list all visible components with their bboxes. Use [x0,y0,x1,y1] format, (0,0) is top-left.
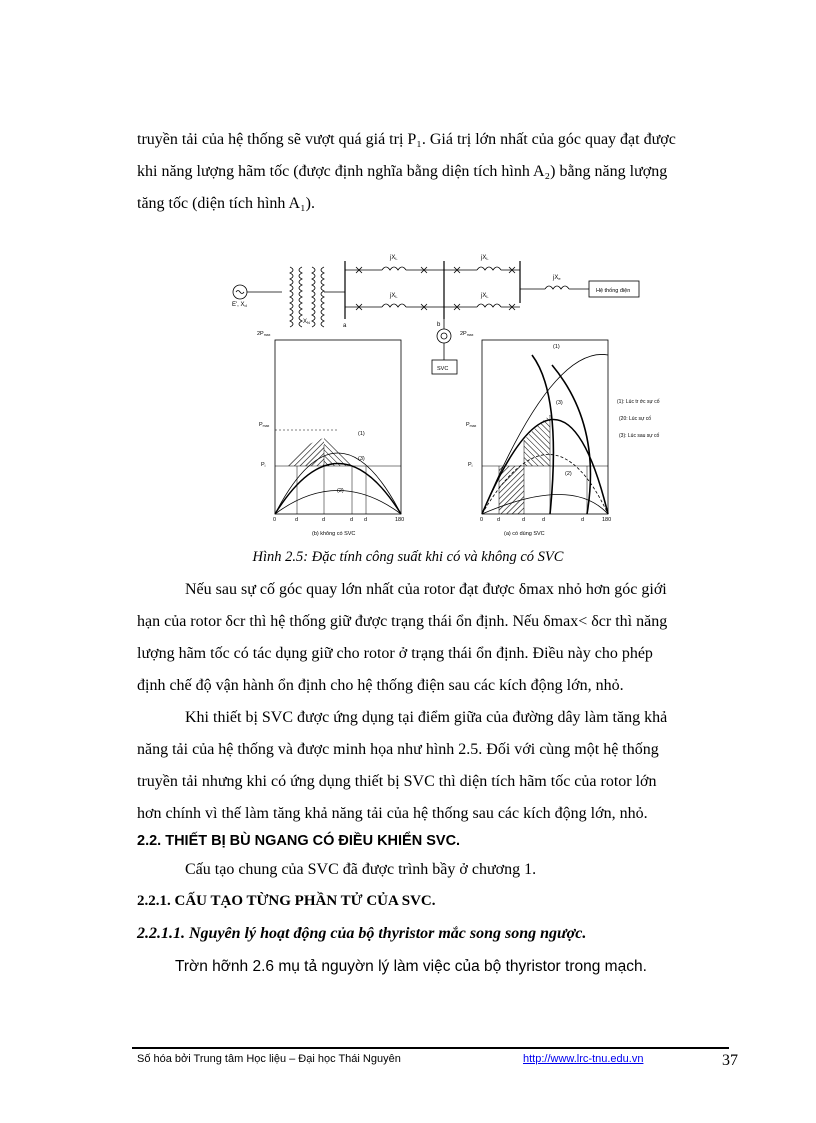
label-zero-left: 0 [273,517,277,523]
para4: Trờn hỡnh 2.6 mụ tả nguyờn lý làm việc của bộ thyristor trong mạch. [175,958,647,975]
label-source: E', Xd [232,302,247,308]
plot-with-svc [460,331,660,537]
svc-symbol-icon [437,329,451,343]
legend-item-2: (20: Lúc sự cố [619,416,651,422]
label-zero-right: 0 [480,517,484,523]
para2-line-4: hơn chính vì thế làm tăng khả năng tải của hệ thống sau các kích động lớn, nhỏ. [137,805,648,822]
label-180-left: 180 [395,517,405,523]
label-curve3-left: (3) [358,456,365,462]
label-node-b: b [437,322,441,328]
label-delta-4-left: d [364,517,368,523]
transformer-icon [290,267,293,327]
breakers [356,267,515,310]
intro-line-1: truyền tải của hệ thống sẽ vượt quá giá trị P₁. Giá trị lớn nhất của góc quay đạt được [137,131,676,148]
footer-link[interactable]: http://www.lrc-tnu.edu.vn [523,1053,644,1065]
single-line-diagram [233,261,639,374]
label-2pmax-right: 2Pmax [460,331,474,337]
heading-2-2: 2.2. THIẾT BỊ BÙ NGANG CÓ ĐIỀU KHIỂN SVC. [137,833,461,849]
label-delta-1-right: d [497,517,501,523]
intro-line-2: khi năng lượng hãm tốc (được định nghĩa bằng diện tích hình A₂) bằng năng lượng [137,163,668,180]
label-curve3-right: (3) [556,400,563,406]
para2-line-2: năng tải của hệ thống và được minh họa như hình 2.5. Đối với cùng một hệ thống [137,741,659,758]
label-2pmax-left: 2Pmax [257,331,271,337]
footer-rule [132,1047,729,1049]
label-delta-4-right: d [581,517,585,523]
label-jxl-1: jXL [390,255,398,261]
label-curve1-left: (1) [358,431,365,437]
decel-area [524,415,550,466]
label-delta-2-left: d [322,517,326,523]
legend-item-3: (3): Lúc sau sự cố [619,433,660,439]
label-delta-3-left: d [350,517,354,523]
label-delta-2-right: d [522,517,526,523]
heading-2-2-1-1: 2.2.1.1. Nguyên lý hoạt động của bộ thyristor mắc song song ngược. [137,925,587,942]
intro-line-3: tăng tốc (diện tích hình A₁). [137,195,315,212]
label-xn: XN [303,319,310,325]
label-left-title: (b) không có SVC [312,531,356,537]
label-pi-right: Pi [468,462,473,468]
label-jxl-2: jXL [481,255,489,261]
label-curve2-left: (2) [337,488,344,494]
curve-2-left [275,491,401,515]
label-system: Hệ thống điện [596,288,631,294]
para3: Cấu tạo chung của SVC đã được trình bầy ở chương 1. [185,861,537,878]
footer-source: Số hóa bởi Trung tâm Học liệu – Đại học Thái Nguyên [137,1053,401,1065]
para1-line-3: lượng hãm tốc có tác dụng giữ cho rotor ở trạng thái ổn định. Điều này cho phép [137,645,653,662]
figure-svg [232,245,660,545]
figure-caption: Hình 2.5: Đặc tính công suất khi có và không có SVC [252,549,564,565]
heading-2-2-1: 2.2.1. CẤU TẠO TỪNG PHẦN TỬ CỦA SVC. [137,893,436,909]
para1-line-2: hạn của rotor δcr thì hệ thống giữ được trạng thái ổn định. Nếu δmax< δcr thì năng [137,613,668,630]
label-right-title: (a) có dùng SVC [504,531,545,537]
label-pmax-left: Pmax [259,422,270,428]
para2-line-3: truyền tải nhưng khi có ứng dụng thiết bị SVC thì diện tích hãm tốc của rotor lớn [137,773,657,790]
label-delta-1-left: d [295,517,299,523]
label-jxl-4: jXL [481,293,489,299]
label-pmax-right: Pmax [466,422,477,428]
label-delta-3-right: d [542,517,546,523]
figure-power-characteristic [232,245,660,545]
page-number: 37 [722,1052,738,1069]
para1-line-4: định chế độ vận hành ổn định cho hệ thống điện sau các kích động lớn, nhỏ. [137,677,624,694]
para2-line-1: Khi thiết bị SVC được ứng dụng tại điểm giữa của đường dây làm tăng khả [185,709,668,726]
label-curve2-right: (2) [565,471,572,477]
label-pi-left: Pi [261,462,266,468]
plot-without-svc [257,331,404,537]
label-jxl-3: jXL [390,293,398,299]
accel-area [499,466,524,514]
label-node-a: a [343,323,347,329]
legend-item-1: (1): Lúc tr ớc sự cố [617,399,660,405]
label-curve1-right: (1) [553,344,560,350]
label-svc: SVC [437,366,449,372]
para1-line-1: Nếu sau sự cố góc quay lớn nhất của rotor đạt được δmax nhỏ hơn góc giới [185,581,667,598]
label-jxs: jXe [553,275,561,281]
label-180-right: 180 [602,517,612,523]
